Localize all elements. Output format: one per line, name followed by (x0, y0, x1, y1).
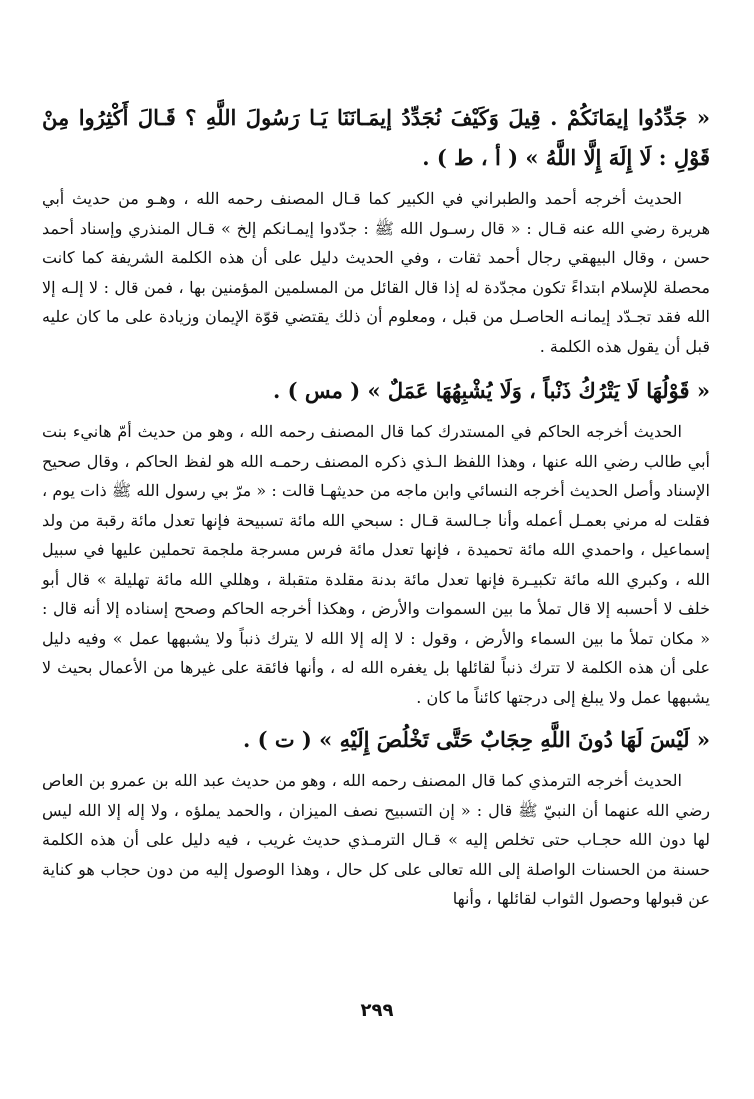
hadith-text-2: « قَوْلُهَا لَا يَتْرُكُ ذَنْباً ، وَلَا يُشْبِهُهَا عَمَلٌ » ( مس ) . (273, 378, 710, 403)
commentary-paragraph-2: الحديث أخرجه الحاكم في المستدرك كما قال المصنف رحمه الله ، وهو من حديث أمّ هانيء بنت أبي طالب رضي الله عنها ، وهذا اللفظ الـذي ذكره المصنف رحمـه الله هو لفظ الحاكم ، وقال صحيح الإسناد وأصل الحديث أخرجه النسائي وابن ماجه من حديثهـا قالت : « مرّ بي رسول الله ﷺ ذات يوم ، فقلت له مرني بعمـل أعمله وأنا جـالسة قـال : سبحي الله مائة تسبيحة فإنها تعدل مائة رقبة من ولد إسماعيل ، واحمدي الله مائة تحميدة ، فإنها تعدل مائة فرس مسرجة ملجمة تحملين عليها في سبيل الله ، وكبري الله مائة تكبيـرة فإنها تعدل مائة بدنة مقلدة متقبلة ، وهللي الله مائة تهليلة » قال أبو خلف لا أحسبه إلا قال تملأ ما بين السموات والأرض ، وهكذا أخرجه الحاكم وصحح إسناده إلا أنه قال : « مكان تملأ ما بين السماء والأرض ، وقول : لا إله إلا الله لا يترك ذنباً ولا يشبهها عمل » وفيه دليل على أن هذه الكلمة لا تترك ذنباً لقائلها بل يغفره الله له ، وأنها فائقة على غيرها من الأعمال بحيث لا يشبهها عمل ولا يبلغ إلى درجتها كائناً ما كان . (42, 422, 711, 707)
hadith-section-2 (42, 371, 710, 712)
hadith-section-1 (42, 98, 710, 361)
commentary-paragraph-1: الحديث أخرجه أحمد والطبراني في الكبير كما قـال المصنف رحمه الله ، وهـو من حديث أبي هريرة رضي الله عنه قـال : « قال رسـول الله ﷺ : جدّدوا إيمـانكم إلخ » قـال المنذري وإسناد أحمد حسن ، وقال البيهقي رجال أحمد ثقات ، وفي الحديث دليل على أن هذه الكلمة الشريفة كما كانت محصلة للإسلام ابتداءً تكون مجدّدة له إذا قال القائل من المسلمين المؤمنين بها ، فمن قال : لا إلـه إلا الله فقد تجـدّد إيمانـه الحاصـل من قبل ، ومعلوم أن ذلك يقتضي قوّة الإيمان وزيادة على ما كان عليه قبل أن يقول هذه الكلمة . (42, 189, 710, 356)
hadith-text-3: « لَيْسَ لَهَا دُونَ اللَّهِ حِجَابٌ حَتَّى تَخْلُصَ إِلَيْهِ » ( ت ) . (242, 727, 710, 752)
hadith-section-3 (42, 720, 710, 914)
hadith-text-1: « جَدِّدُوا إيمَانَكُمْ . قِيلَ وَكَيْفَ نُجَدِّدُ إيمَـانَنَا يَـا رَسُولَ اللَّهِ ؟ قَـالَ أَكْثِرُوا مِنْ قَوْلِ : لَا إِلَهَ إِلَّا اللَّهُ » ( أ ، ط ) . (42, 105, 710, 170)
commentary-paragraph-3: الحديث أخرجه الترمذي كما قال المصنف رحمه الله ، وهو من حديث عبد الله بن عمرو بن العاص رضي الله عنهما أن النبيّ ﷺ قال : « إن التسبيح نصف الميزان ، والحمد يملؤه ، ولا إله إلا الله ليس لها دون الله حجـاب حتى تخلص إليه » قـال الترمـذي حديث غريب ، فيه دليل على أن هذه الكلمة حسنة من الحسنات الواصلة إلى الله تعالى على كل حال ، وهذا الوصول إليه من دون حجاب هو كناية عن قبولها وحصول الثواب لقائلها ، وأنها (42, 771, 711, 908)
document-page (42, 98, 710, 920)
page-number: ٢٩٩ (360, 1000, 394, 1021)
